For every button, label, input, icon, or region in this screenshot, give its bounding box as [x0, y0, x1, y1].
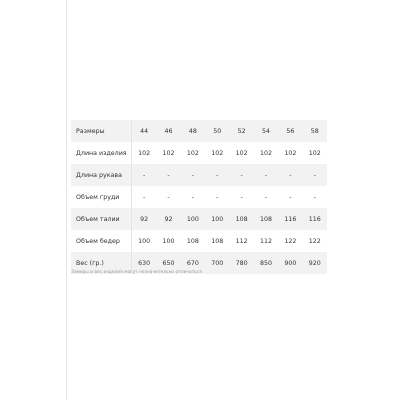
- table-row: [71, 164, 327, 186]
- table-cell: 46: [156, 120, 180, 142]
- table-cell: 108: [205, 230, 229, 252]
- table-cell: 700: [205, 252, 229, 274]
- table-row: [71, 230, 327, 252]
- table-cell: 780: [230, 252, 254, 274]
- table-cell: -: [181, 186, 205, 208]
- table-row: [71, 208, 327, 230]
- table-cell: 850: [254, 252, 278, 274]
- measurement-note: Замеры и вес изделия могут незначительно отличаться: [71, 270, 202, 275]
- table-cell: 102: [303, 142, 327, 164]
- table-cell: 108: [254, 208, 278, 230]
- table-cell: 102: [132, 142, 156, 164]
- row-label: Длина изделия: [71, 142, 132, 164]
- table-cell: 108: [230, 208, 254, 230]
- table-row: [71, 186, 327, 208]
- table-cell: 650: [156, 252, 180, 274]
- table-cell: -: [303, 164, 327, 186]
- table-cell: -: [230, 164, 254, 186]
- table-cell: 100: [132, 230, 156, 252]
- table-cell: 900: [278, 252, 302, 274]
- table-cell: 112: [230, 230, 254, 252]
- table-cell: 112: [254, 230, 278, 252]
- table-cell: -: [230, 186, 254, 208]
- table-cell: -: [278, 186, 302, 208]
- row-label: Объем бедер: [71, 230, 132, 252]
- table-cell: 58: [303, 120, 327, 142]
- row-label: Объем талии: [71, 208, 132, 230]
- table-cell: -: [205, 186, 229, 208]
- table-cell: 92: [132, 208, 156, 230]
- table-cell: -: [156, 186, 180, 208]
- table-cell: 116: [303, 208, 327, 230]
- table-cell: -: [181, 164, 205, 186]
- table-row: [71, 142, 327, 164]
- table-cell: 102: [156, 142, 180, 164]
- row-label: Размеры: [71, 120, 132, 142]
- table-cell: 48: [181, 120, 205, 142]
- table-cell: 102: [278, 142, 302, 164]
- table-cell: 122: [303, 230, 327, 252]
- table-cell: -: [254, 164, 278, 186]
- table-cell: -: [278, 164, 302, 186]
- table-cell: 54: [254, 120, 278, 142]
- table-cell: -: [254, 186, 278, 208]
- table-cell: 116: [278, 208, 302, 230]
- table-cell: 56: [278, 120, 302, 142]
- table-cell: -: [205, 164, 229, 186]
- table-cell: 122: [278, 230, 302, 252]
- table-cell: -: [132, 164, 156, 186]
- size-table: [71, 120, 327, 274]
- table-cell: 92: [156, 208, 180, 230]
- table-cell: 102: [181, 142, 205, 164]
- table-cell: 670: [181, 252, 205, 274]
- table-cell: 100: [181, 208, 205, 230]
- table-cell: 108: [181, 230, 205, 252]
- table-cell: -: [132, 186, 156, 208]
- table-cell: 102: [205, 142, 229, 164]
- table-row: [71, 120, 327, 142]
- left-divider: [66, 0, 67, 400]
- row-label: Вес (гр.): [71, 252, 132, 274]
- table-cell: 920: [303, 252, 327, 274]
- table-cell: -: [303, 186, 327, 208]
- table-cell: 102: [254, 142, 278, 164]
- table-cell: -: [156, 164, 180, 186]
- table-cell: 102: [230, 142, 254, 164]
- table-cell: 630: [132, 252, 156, 274]
- table-cell: 50: [205, 120, 229, 142]
- row-label: Объем груди: [71, 186, 132, 208]
- table-cell: 100: [156, 230, 180, 252]
- row-label: Длина рукава: [71, 164, 132, 186]
- table-cell: 100: [205, 208, 229, 230]
- table-cell: 52: [230, 120, 254, 142]
- table-cell: 44: [132, 120, 156, 142]
